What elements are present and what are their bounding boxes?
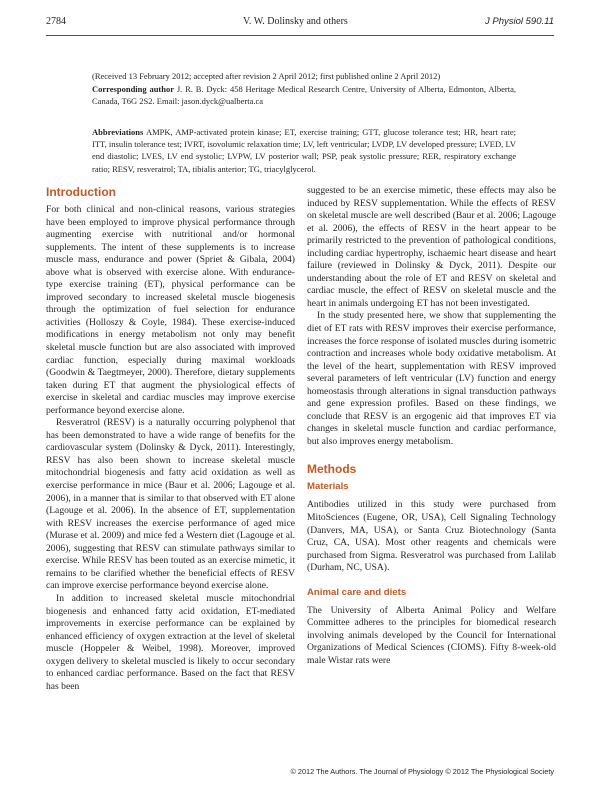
running-authors: V. W. Dolinsky and others (243, 16, 348, 27)
received-dates: (Received 13 February 2012; accepted after revision 2 April 2012; first published online 2 April 2012) (92, 71, 441, 81)
abbreviations-text: AMPK, AMP-activated protein kinase; ET, exercise training; GTT, glucose tolerance test; HR, heart rate; ITT, insulin tolerance test; IVRT, isovolumic relaxation time; LV, left ventricular; LVDP, LV developed pressure; LVED, LV end diastolic; LVES, LV end systolic; LVPW, LV posterior wall; PSP, peak systolic pressure; RER, respiratory exchange ratio; RESV, resveratrol; TA, tibialis anterior; TG, triacylglycerol. (92, 127, 516, 174)
journal-citation: J Physiol 590.11 (484, 16, 554, 27)
corresponding-label: Corresponding author (92, 84, 175, 94)
corresponding-text: J. R. B. Dyck: 458 Heritage Medical Research Centre, University of Alberta, Edmonton, Alberta, Canada, T6G 2S2. Email: jason.dyck@ualberta.ca (92, 84, 516, 107)
abbreviations-label: Abbreviations (92, 127, 144, 137)
right-column (307, 185, 556, 668)
intro-paragraph-5: In the study presented here, we show that supplementing the diet of ET rats with RESV improves their exercise performance, increases the force response of isolated muscles during isometric contraction and increases whole body oxidative metabolism. At the level of the heart, supplementation with RESV improved several parameters of left ventricular (LV) function and energy homeostasis through alterations in signal transduction pathways and gene expression profiles. Based on these findings, we conclude that RESV is an ergogenic aid that improves ET via changes in skeletal muscle function and cardiac performance, but also improves energy metabolism. (307, 310, 556, 447)
animal-care-paragraph: The University of Alberta Animal Policy and Welfare Committee adheres to the principles for biomedical research involving animals developed by the Council for International Organizations of Medical Sciences (CIOMS). Fifty 8-week-old male Wistar rats were (307, 604, 556, 666)
page-number: 2784 (46, 16, 66, 27)
materials-heading: Materials (307, 481, 349, 493)
intro-paragraph-1: For both clinical and non-clinical reasons, various strategies have been employed to improve physical performance through augmenting exercise with nutritional and/or hormonal supplements. The intent of these supplements is to increase muscle mass, endurance and power (Spriet & Gibala, 2004) above what is observed with exercise alone. With endurance-type exercise training (ET), physical performance can be improved secondary to increased skeletal muscle biogenesis through the optimization of fuel selection for endurance activities (Holloszy & Coyle, 1984). These exercise-induced modifications in energy metabolism not only may benefit skeletal muscle function but are also associated with improved cardiac function, especially during maximal workloads (Goodwin & Taegtmeyer, 2000). Therefore, dietary supplements taken during ET that augment the physiological effects of exercise in skeletal and cardiac muscles may improve exercise performance beyond exercise alone. (46, 204, 295, 416)
intro-paragraph-3: In addition to increased skeletal muscle mitochondrial biogenesis and enhanced fatty acid oxidation, ET-mediated improvements in exercise performance can be explained by enhanced efficiency of oxygen extraction at the level of skeletal muscle (Hoppeler & Weibel, 1998). Moreover, improved oxygen delivery to skeletal muscled is likely to occur secondary to enhanced cardiac performance. Based on the fact that RESV has been (46, 592, 295, 692)
intro-paragraph-4: suggested to be an exercise mimetic, these effects may also be induced by RESV supplementation. While the effects of RESV on skeletal muscle are well described (Baur et al. 2006; Lagouge et al. 2006), the effects of RESV in the heart appear to be primarily restricted to the prevention of pathological conditions, including cardiac hypertrophy, ischaemic heart disease and heart failure (reviewed in Dolinsky & Dyck, 2011). Despite our understanding about the role of ET and RESV on skeletal and cardiac muscle, the effect of RESV on skeletal muscle and the heart in animals undergoing ET has not been investigated. (307, 185, 556, 309)
header-rule (46, 35, 554, 36)
intro-paragraph-2: Resveratrol (RESV) is a naturally occurring polyphenol that has been demonstrated to have a wide range of benefits for the cardiovascular system (Dolinsky & Dyck, 2011). Interestingly, RESV has also been shown to increase skeletal muscle mitochondrial biogenesis and fatty acid oxidation as well as exercise performance in mice (Baur et al. 2006; Lagouge et al. 2006), in a manner that is similar to that observed with ET alone (Lagouge et al. 2006). In the absence of ET, supplementation with RESV increases the exercise performance of aged mice (Murase et al. 2009) and mice fed a Western diet (Lagouge et al. 2006), suggesting that RESV can stimulate pathways similar to exercise. While RESV has been touted as an exercise mimetic, it remains to be clarified whether the beneficial effects of RESV can improve exercise performance beyond exercise alone. (46, 417, 295, 592)
animal-care-heading: Animal care and diets (307, 586, 407, 598)
materials-paragraph: Antibodies utilized in this study were purchased from MitoSciences (Eugene, OR, USA), Cell Signaling Technology (Danvers, MA, USA), or Santa Cruz Biotechnology (Santa Cruz, CA, USA). Most other reagents and chemicals were purchased from Sigma. Resveratrol was purchased from Lalilab (Durham, NC, USA). (307, 499, 556, 574)
left-column (46, 185, 295, 693)
copyright-footer: © 2012 The Authors. The Journal of Physiology © 2012 The Physiological Society (290, 767, 554, 776)
corresponding-author (92, 83, 516, 107)
introduction-heading: Introduction (46, 185, 116, 199)
abbreviations (92, 126, 516, 175)
methods-heading: Methods (307, 462, 357, 477)
